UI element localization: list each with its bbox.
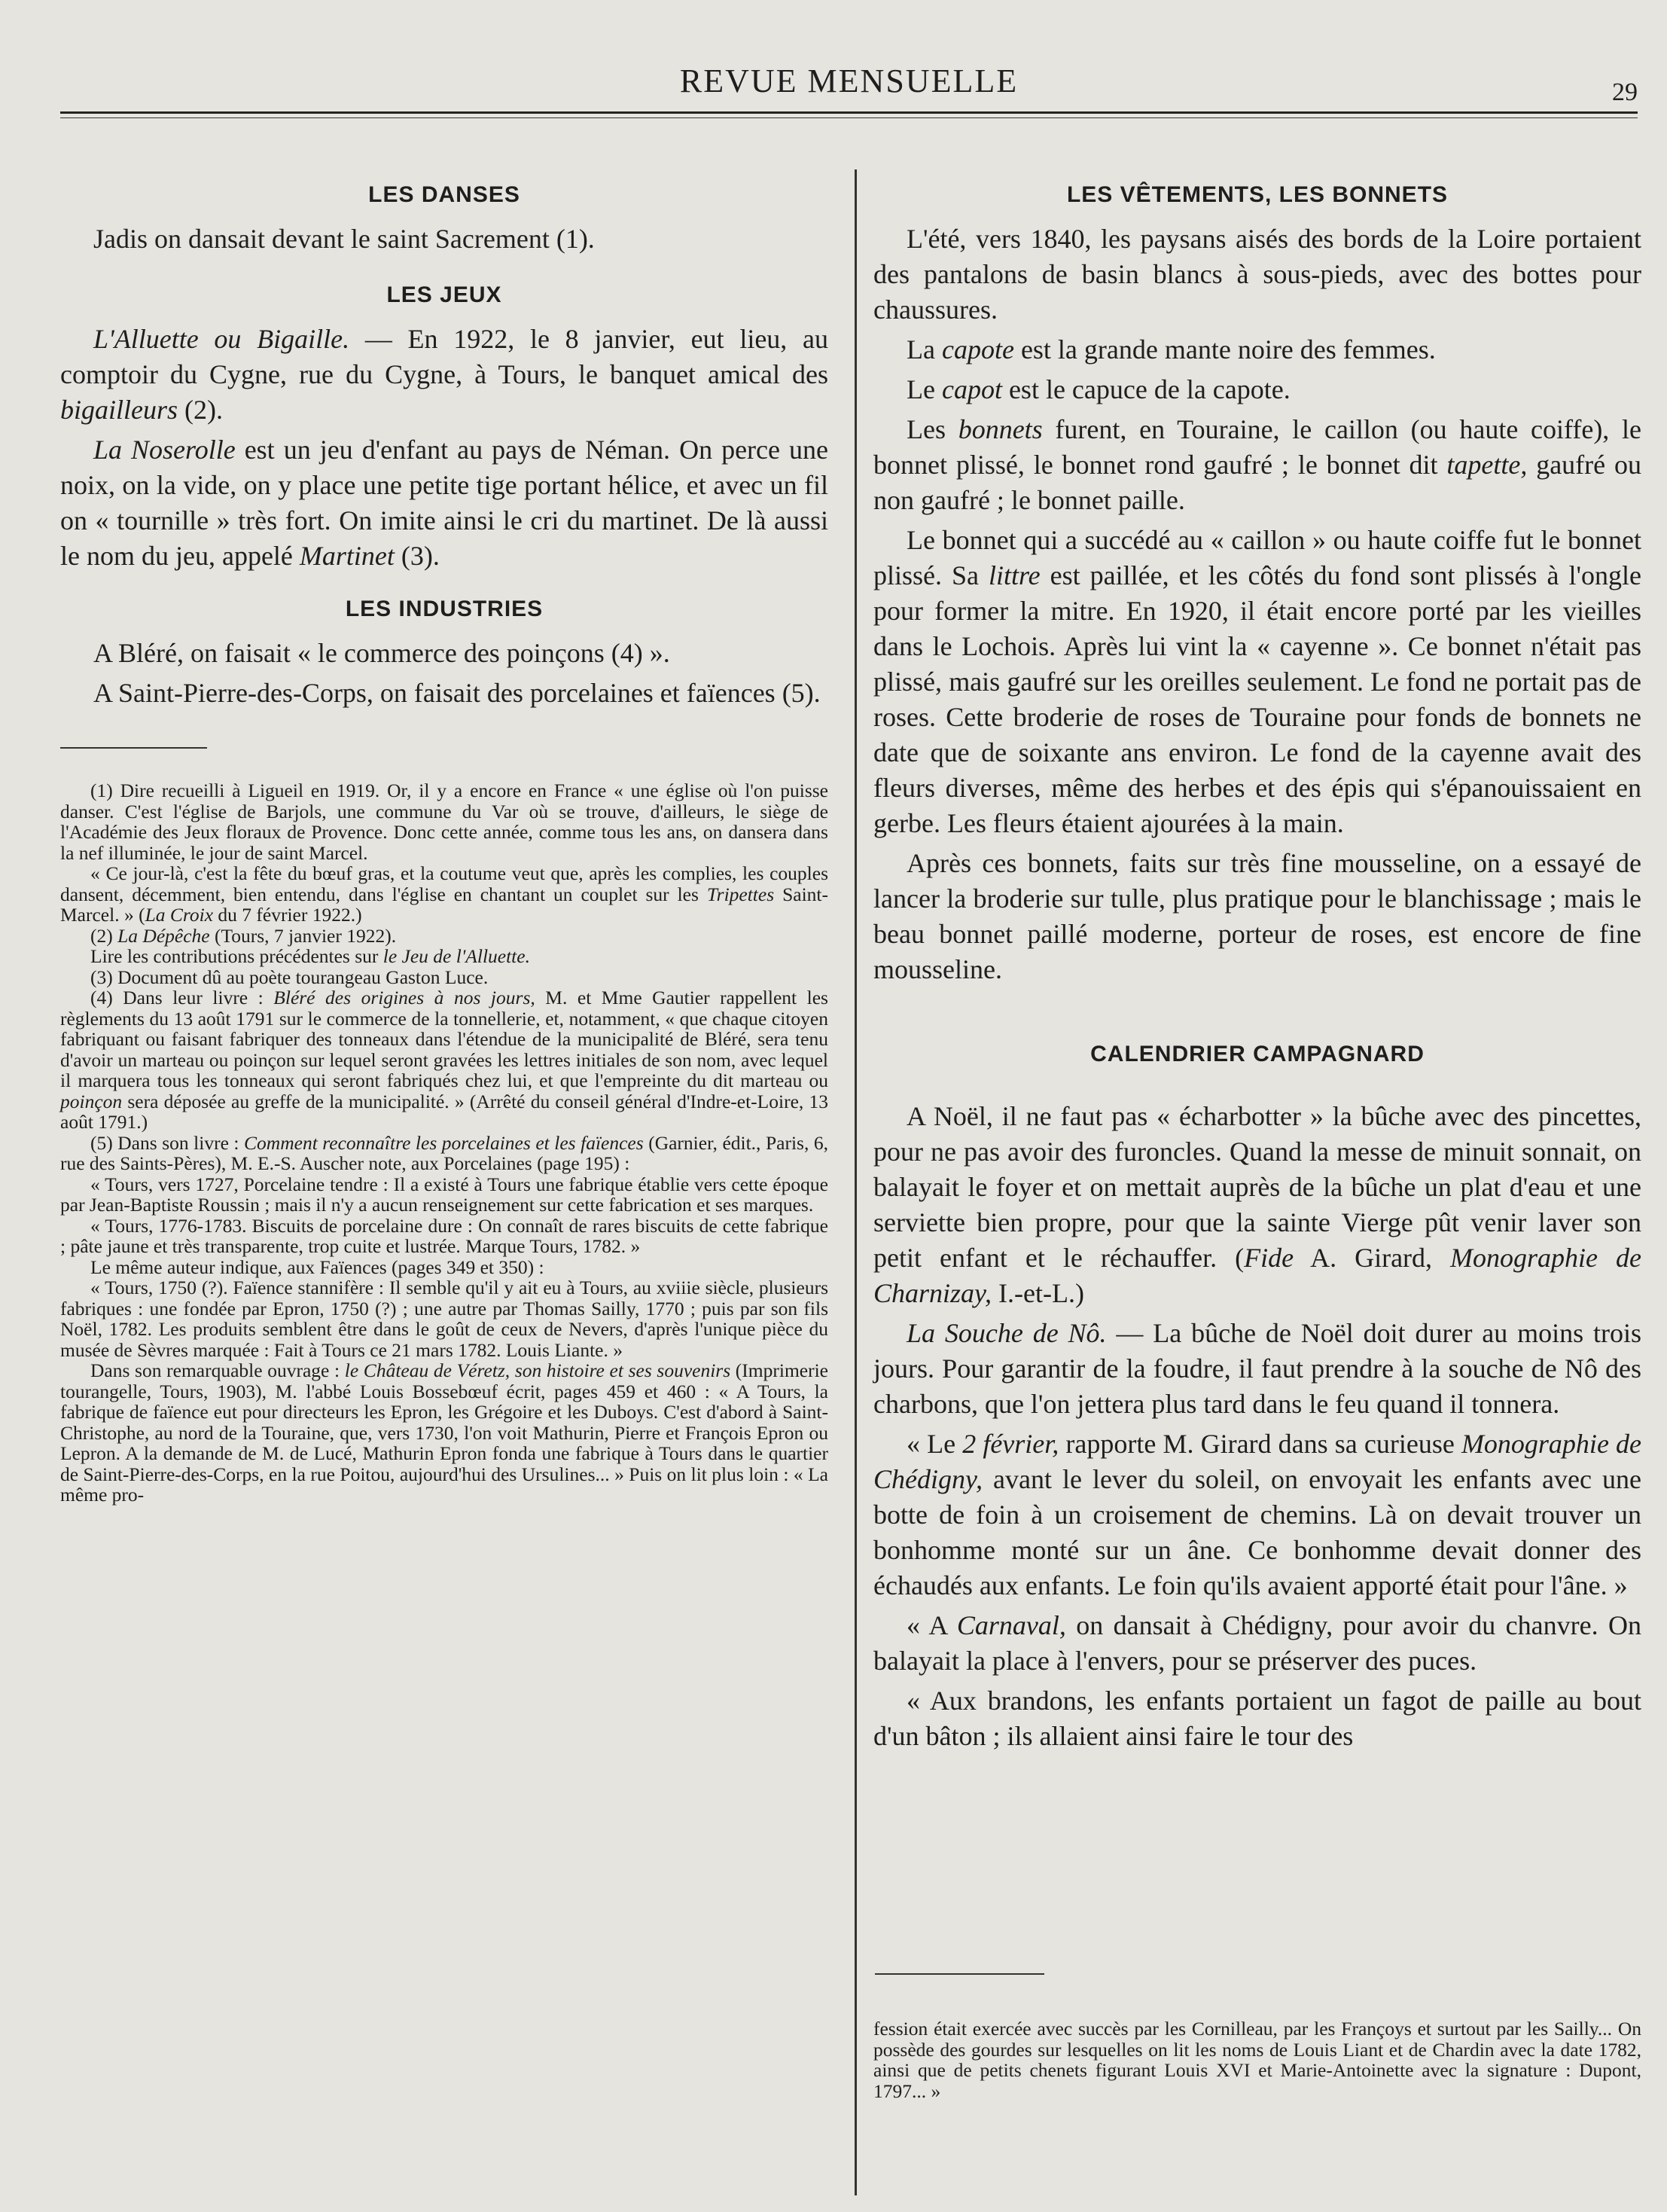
text: est un jeu d'enfant au pays de Néman. On perce une noix, on la vide, on y place une petite tige portant hélice, et avec un fil on « tournille » très fort. On imite ainsi le cri du martinet. De là aussi le nom du jeu, appelé: [60, 435, 828, 571]
text: La Souche de Nô.: [907, 1318, 1107, 1348]
paragraph: [873, 372, 1641, 407]
text: Bléré des origines à nos jours,: [273, 987, 535, 1008]
paragraph: [873, 1426, 1641, 1603]
text: le Château de Véretz, son histoire et ses souvenirs: [344, 1359, 731, 1381]
page-number: 29: [1612, 78, 1638, 106]
text: Comment reconnaître les porcelaines et les faïences: [244, 1131, 644, 1154]
text: I.-et-L.): [992, 1278, 1084, 1308]
paragraph: [60, 636, 828, 671]
text: (5) Dans son livre :: [90, 1131, 245, 1154]
footnote-rule: [60, 747, 207, 749]
text: (2): [90, 924, 118, 947]
text: gaufré ou non gaufré ; le bonnet paille.: [873, 450, 1641, 515]
text: Dans son remarquable ouvrage :: [90, 1359, 345, 1381]
text: Monographie de Chédigny,: [873, 1429, 1642, 1494]
footnote-rule: [875, 1973, 1044, 1975]
text: Lire les contributions précédentes sur: [90, 945, 383, 967]
text: La Croix: [145, 904, 214, 926]
paragraph: [873, 412, 1641, 518]
text: du 7 février 1922.): [213, 904, 362, 926]
text: est le capuce de la capote.: [1001, 374, 1291, 404]
text: « Le: [907, 1429, 963, 1459]
footnote: [60, 1174, 828, 1216]
paragraph: [873, 221, 1641, 328]
paragraph: [873, 1099, 1641, 1311]
paragraph: [873, 332, 1641, 368]
paragraph: [60, 221, 828, 257]
paragraph: [873, 846, 1641, 987]
footnote: [873, 2018, 1641, 2101]
text: (2).: [178, 395, 223, 425]
text: — La bûche de Noël doit durer au moins trois jours. Pour garantir de la foudre, il faut prendre à la souche de Nô des charbons, que l'on jettera plus tard dans le feu quand il tonnera.: [873, 1318, 1642, 1419]
footnote: [60, 1216, 828, 1257]
paragraph: [60, 322, 828, 428]
text: Fide: [1244, 1243, 1294, 1273]
paragraph: [873, 1316, 1641, 1422]
footnote: [60, 1360, 828, 1506]
text: « A: [907, 1610, 957, 1640]
text: Le même auteur indique, aux Faïences (pages 349 et 350) :: [90, 1256, 544, 1278]
text: tapette,: [1446, 450, 1528, 480]
section-title-jeux: LES JEUX: [386, 282, 502, 307]
text: « Tours, 1776-1783. Biscuits de porcelaine dure : On connaît de rares biscuits de cette fabrique ; pâte jaune et très transparente, trop cuite et lustrée. Marque Tours, 1782. »: [60, 1214, 828, 1257]
paragraph: [873, 1683, 1641, 1754]
text: Tripettes: [706, 883, 775, 905]
text: La: [907, 334, 942, 365]
text: Le bonnet qui a succédé au « caillon » ou haute coiffe fut le bonnet plissé. Sa: [873, 525, 1641, 590]
text: furent, en Touraine, le caillon (ou haute coiffe), le bonnet plissé, le bonnet rond gaufré ; le bonnet dit: [873, 414, 1641, 480]
column-divider: [855, 169, 857, 2195]
section-title-danses: LES DANSES: [368, 182, 520, 207]
text: L'Alluette ou Bigaille.: [93, 324, 350, 354]
text: Le: [907, 374, 942, 404]
text: La Noserolle: [93, 435, 236, 465]
text: est la grande mante noire des femmes.: [1013, 334, 1436, 365]
section-title-calendrier: CALENDRIER CAMPAGNARD: [1090, 1042, 1425, 1066]
text: bigailleurs: [60, 395, 178, 425]
running-head: [60, 62, 1638, 105]
text: A Noël, il ne faut pas « écharbotter » la bûche avec des pincettes, pour ne pas avoir des furoncles. Quand la messe de minuit sonnait, on balayait le foyer et on mettait auprès de la bûche un plat d'eau et une serviette bien propre, pour que la sainte Vierge pût venir laver son petit enfant et le réchauffer. (: [873, 1101, 1641, 1273]
footnote: [60, 946, 828, 967]
text: Monographie de Charnizay,: [873, 1243, 1641, 1308]
text: Les: [907, 414, 958, 444]
text: (Garnier, édit., Paris, 6, rue des Saints-Pères), M. E.-S. Auscher note, aux Porcelaines (page 195) :: [60, 1131, 828, 1174]
running-title: REVUE MENSUELLE: [679, 63, 1019, 99]
text: rapporte M. Girard dans sa curieuse: [1059, 1429, 1461, 1459]
text: « Tours, 1750 (?). Faïence stannifère : Il semble qu'il y ait eu à Tours, au xviiie siècle, plusieurs fabriques : une fondée par Epron, 1750 (?) ; une autre par Thomas Sailly, 1770 ; puis par son fils Noël, 1782. Les produits semblent être dans le goût de ceux de Nevers, d'après l'unique pièce du musée de Sèvres marquée : Fait à Tours ce 21 mars 1782. Louis Liante. »: [60, 1277, 828, 1361]
text: A Saint-Pierre-des-Corps, on faisait des porcelaines et faïences (5).: [93, 678, 821, 708]
text: — En 1922, le 8 janvier, eut lieu, au comptoir du Cygne, rue du Cygne, à Tours, le banquet amical des: [60, 324, 828, 389]
text: « Tours, vers 1727, Porcelaine tendre : Il a existé à Tours une fabrique établie vers cette époque par Jean-Baptiste Roussin ; mais il n'y a aucun renseignement sur cette fabrication et ses marques.: [60, 1173, 828, 1216]
text: (3).: [394, 541, 440, 571]
footnote: [60, 780, 828, 863]
paragraph: [873, 523, 1641, 841]
right-column: [873, 172, 1641, 1759]
text: sera déposée au greffe de la municipalité. » (Arrêté du conseil général d'Indre-et-Loire, 13 août 1791.): [60, 1090, 828, 1133]
paragraph: [873, 1608, 1641, 1679]
text: « Ce jour-là, c'est la fête du bœuf gras, et la coutume veut que, après les complies, les couples dansent, décemment, bien entendu, dans l'église en chantant un couplet sur les: [60, 862, 828, 905]
footnote: [60, 1133, 828, 1174]
paragraph: [60, 676, 828, 711]
text: capote: [941, 334, 1014, 365]
text: le Jeu de l'Alluette.: [382, 945, 530, 967]
text: littre: [989, 560, 1041, 590]
footnote: [60, 926, 828, 947]
text: L'été, vers 1840, les paysans aisés des bords de la Loire portaient des pantalons de basin blancs à sous-pieds, avec des bottes pour chaussures.: [873, 224, 1641, 325]
text: bonnets: [958, 414, 1043, 444]
text: est paillée, et les côtés du fond sont plissés à l'ongle pour former la mitre. En 1920, il était encore porté par les vieilles dans le Lochois. Après lui vint la « cayenne ». Ce bonnet n'était pas plissé, mais gaufré sur les oreilles seulement. Le fond ne portait pas de roses. Cette broderie de roses de Touraine pour fonds de bonnets ne date que de soixante ans environ. Le fond de la cayenne avait des fleurs diverses, même des herbes et des épis qui s'épanouissaient en gerbe. Les fleurs étaient ajourées à la main.: [873, 560, 1641, 838]
text: Carnaval,: [956, 1610, 1066, 1640]
text: (Imprimerie tourangelle, Tours, 1903), M. l'abbé Louis Bossebœuf écrit, pages 459 et 460 : « A Tours, la fabrique de faïence eut pour directeurs les Epron, les Grégoire et les Duboys. C'est d'abord à Saint-Christophe, au nord de la Touraine, que, vers 1730, l'on voit Mathurin, Pierre et François Epron ou Lepron. A la demande de M. de Lucé, Mathurin Epron fonda une fabrique à Tours dans le quartier de Saint-Pierre-des-Corps, en la rue Poitou, aujourd'hui des Ursulines... » Puis on lit plus loin : « La même pro-: [60, 1359, 829, 1506]
footnote: [60, 863, 828, 926]
text: La Dépêche: [117, 924, 210, 947]
text: Jadis on dansait devant le saint Sacrement (1).: [93, 224, 595, 254]
text: M. et Mme Gautier rappellent les règlements du 13 août 1791 sur le commerce de la tonnellerie, et, notamment, « que chaque citoyen fabriquant ou faisant fabriquer des tonneaux dans l'étendue de la municipalité de Bléré, sera tenu d'avoir un marteau ou poinçon sur lequel seront gravées les lettres initiales de son nom, avec lequel il marquera tous les tonneaux qui seront fabriqués chez lui, et que l'empreinte du dit marteau ou: [60, 987, 828, 1091]
text: capot: [941, 374, 1002, 404]
right-footnotes: [873, 2018, 1641, 2101]
text: Martinet: [299, 541, 395, 571]
footnote: [60, 967, 828, 988]
section-title-vetements: LES VÊTEMENTS, LES BONNETS: [1066, 182, 1449, 207]
text: Après ces bonnets, faits sur très fine mousseline, on a essayé de lancer la broderie sur tulle, plus pratique pour le blanchissage ; mais le beau bonnet paillé moderne, porteur de roses, est encore de fine mousseline.: [873, 848, 1641, 984]
text: A Bléré, on faisait « le commerce des poinçons (4) ».: [93, 638, 670, 668]
text: fession était exercée avec succès par les Cornilleau, par les Françoys et surtout par les Sailly... On possède des gourdes sur lesquelles on lit les noms de Louis Liant et de Chardin avec la date 1782, ainsi que de petits chenets figurant Louis XVI et Marie-Antoinette avec la signature : Dupont, 1797... »: [873, 2018, 1641, 2102]
section-title-industries: LES INDUSTRIES: [345, 596, 544, 621]
header-rule-thin: [60, 117, 1638, 118]
text: (Tours, 7 janvier 1922).: [209, 924, 397, 947]
text: on dansait à Chédigny, pour avoir du chanvre. On balayait la place à l'envers, pour se préserver des puces.: [873, 1610, 1641, 1676]
footnote: [60, 1277, 828, 1360]
text: poinçon: [60, 1090, 123, 1112]
text: (1) Dire recueilli à Ligueil en 1919. Or, il y a encore en France « une église où l'on puisse danser. C'est l'église de Barjols, une commune du Var où se trouve, d'ailleurs, le siège de l'Académie des Jeux floraux de Provence. Donc cette année, comme tous les ans, on dansera dans la nef illuminée, le jour de saint Marcel.: [60, 780, 828, 864]
text: A. Girard,: [1294, 1243, 1451, 1273]
header-rule: [60, 111, 1638, 114]
text: « Aux brandons, les enfants portaient un fagot de paille au bout d'un bâton ; ils allaient ainsi faire le tour des: [873, 1686, 1641, 1751]
text: (4) Dans leur livre :: [90, 987, 274, 1008]
footnote: [60, 987, 828, 1133]
footnote: [60, 1257, 828, 1278]
paragraph: [60, 432, 828, 574]
left-column: [60, 172, 828, 1506]
text: (3) Document dû au poète tourangeau Gaston Luce.: [90, 966, 489, 988]
text: avant le lever du soleil, on envoyait les enfants avec une botte de foin à un croisement de chemins. Là on devait trouver un bonhomme monté sur un âne. Ce bonhomme devait donner des échaudés aux enfants. Le foin qu'ils avaient apporté était pour l'âne. »: [873, 1464, 1641, 1600]
text: Saint-Marcel. » (: [60, 883, 828, 926]
text: 2 février,: [962, 1429, 1059, 1459]
